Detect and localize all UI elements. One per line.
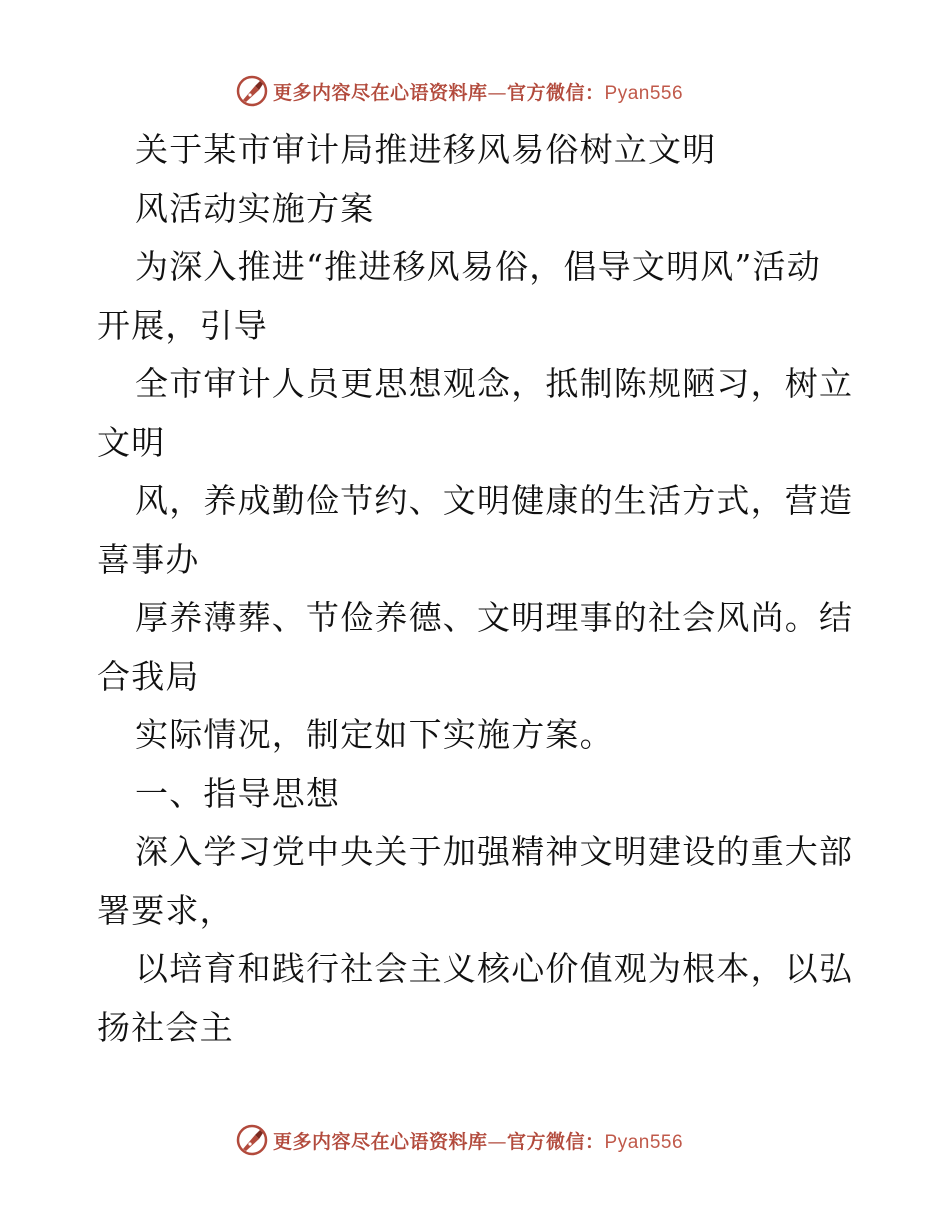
doc-line: 以培育和践行社会主义核心价值观为根本，以弘 [135, 949, 854, 988]
doc-line: 风，养成勤俭节约、文明健康的生活方式，营造 [135, 481, 854, 520]
doc-line: 合我局 [97, 656, 200, 696]
header-watermark [235, 73, 683, 109]
doc-line: 风活动实施方案 [135, 188, 375, 228]
doc-line: 为深入推进“推进移风易俗，倡导文明风”活动 [135, 247, 821, 286]
doc-line: 署要求， [97, 890, 234, 930]
pen-nib-logo-icon [235, 1123, 269, 1157]
document-body [97, 121, 857, 1057]
doc-line: 关于某市审计局推进移风易俗树立文明 [135, 130, 717, 169]
footer-watermark [235, 1122, 683, 1158]
watermark-text [273, 78, 683, 105]
doc-line: 厚养薄葬、节俭养德、文明理事的社会风尚。结 [135, 598, 854, 637]
watermark-text [273, 1127, 683, 1154]
watermark-separator: — [487, 1130, 508, 1153]
watermark-wechat-label: 官方微信： [507, 81, 605, 104]
watermark-brand: 更多内容尽在心语资料库 [273, 81, 488, 104]
watermark-wechat-id: Pyan556 [604, 82, 684, 104]
doc-line: 文明 [97, 422, 166, 462]
doc-line: 开展，引导 [97, 305, 268, 345]
doc-line: 实际情况，制定如下实施方案。 [135, 715, 614, 754]
doc-line: 喜事办 [97, 539, 200, 579]
doc-line: 深入学习党中央关于加强精神文明建设的重大部 [135, 832, 854, 871]
watermark-separator: — [487, 81, 508, 104]
watermark-wechat-id: Pyan556 [604, 1131, 684, 1153]
pen-nib-logo-icon [235, 74, 269, 108]
doc-line: 扬社会主 [97, 1007, 234, 1047]
watermark-brand: 更多内容尽在心语资料库 [273, 1130, 488, 1153]
watermark-wechat-label: 官方微信： [507, 1130, 605, 1153]
doc-line: 全市审计人员更思想观念，抵制陈规陋习，树立 [135, 364, 854, 403]
section-heading: 一、指导思想 [135, 773, 341, 813]
